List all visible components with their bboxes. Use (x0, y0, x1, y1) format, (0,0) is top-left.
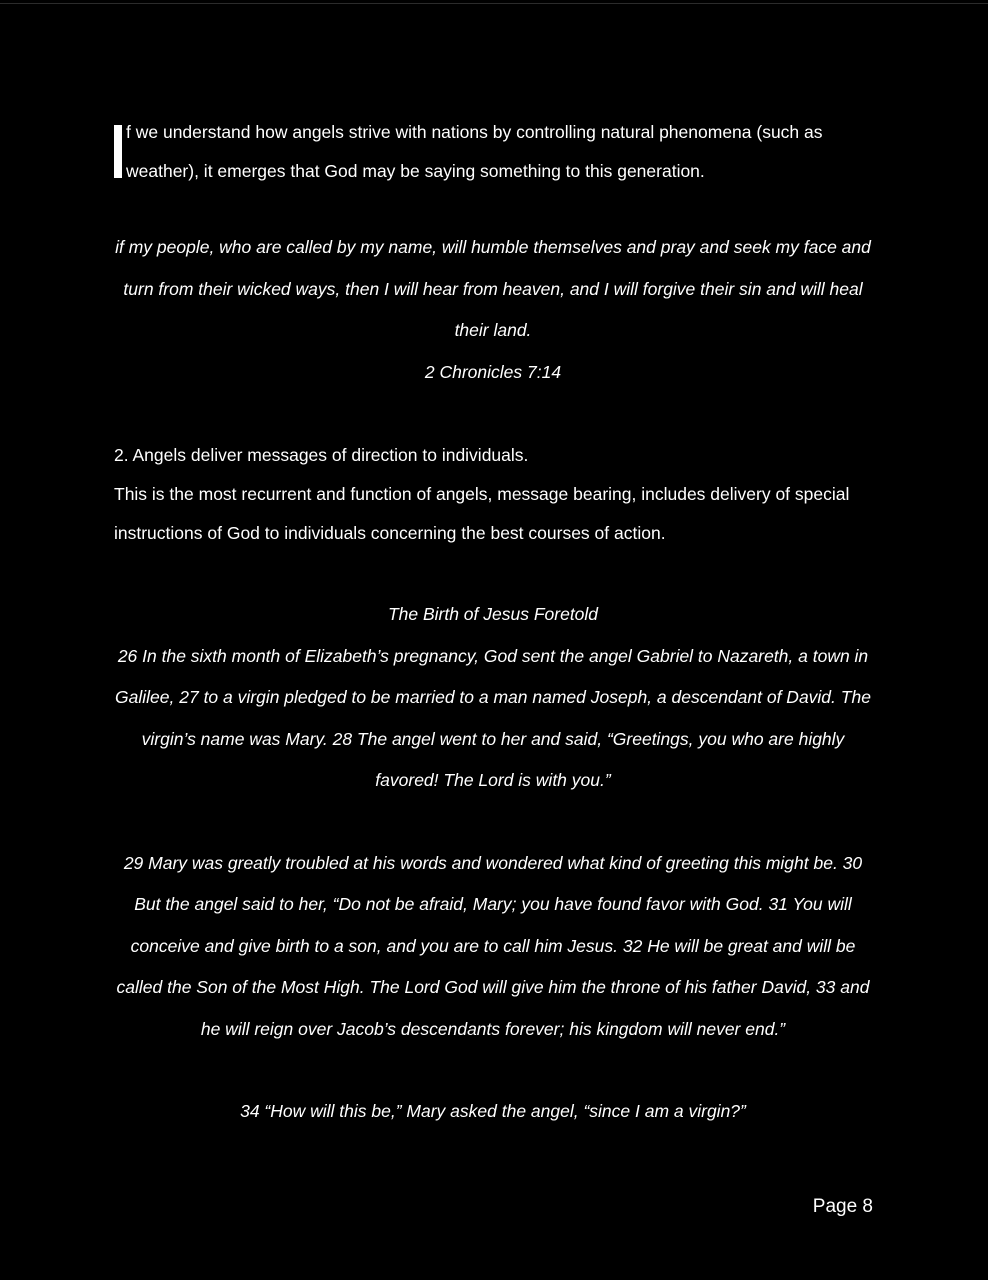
section-2-text: This is the most recurrent and function of angels, message bearing, includes delivery of special instructions of God to individuals concerning the best courses of action. (114, 484, 850, 543)
page-content (114, 113, 872, 1133)
top-border (0, 3, 988, 4)
passage-paragraph-3: 34 “How will this be,” Mary asked the angel, “since I am a virgin?” (240, 1101, 746, 1121)
intro-paragraph (114, 113, 872, 191)
passage-title: The Birth of Jesus Foretold (387, 604, 599, 624)
section-2 (114, 436, 872, 553)
scripture-quote-text: if my people, who are called by my name, will humble themselves and pray and seek my face and turn from their wicked ways, then I will hear from heaven, and I will forgive their sin and will heal their land. (115, 237, 871, 340)
page-number: Page 8 (812, 1196, 873, 1217)
section-2-heading: 2. Angels deliver messages of direction to individuals. (114, 445, 529, 465)
scripture-quote (114, 227, 872, 393)
intro-text: f we understand how angels strive with nations by controlling natural phenomena (such as weather), it emerges that God may be saying something to this generation. (126, 122, 823, 181)
passage-paragraph-2: 29 Mary was greatly troubled at his words and wondered what kind of greeting this might be. 30 But the angel said to her, “Do not be afraid, Mary; you have found favor with God. 31 You will conceive and give birth to a son, and you are to call him Jesus. 32 He will be great and will be called the Son of the Most High. The Lord God will give him the throne of his father David, 33 and he will reign over Jacob’s descendants forever; his kingdom will never end.” (116, 852, 870, 1039)
dropcap-letter-i (114, 125, 122, 178)
scripture-reference: 2 Chronicles 7:14 (424, 361, 562, 382)
passage-block (114, 594, 872, 802)
passage-paragraph-1: 26 In the sixth month of Elizabeth’s pregnancy, God sent the angel Gabriel to Nazareth, a town in Galilee, 27 to a virgin pledged to be married to a man named Joseph, a descendant of David. The virgin’s name was Mary. 28 The angel went to her and said, “Greetings, you who are highly favored! The Lord is with you.” (115, 645, 871, 790)
